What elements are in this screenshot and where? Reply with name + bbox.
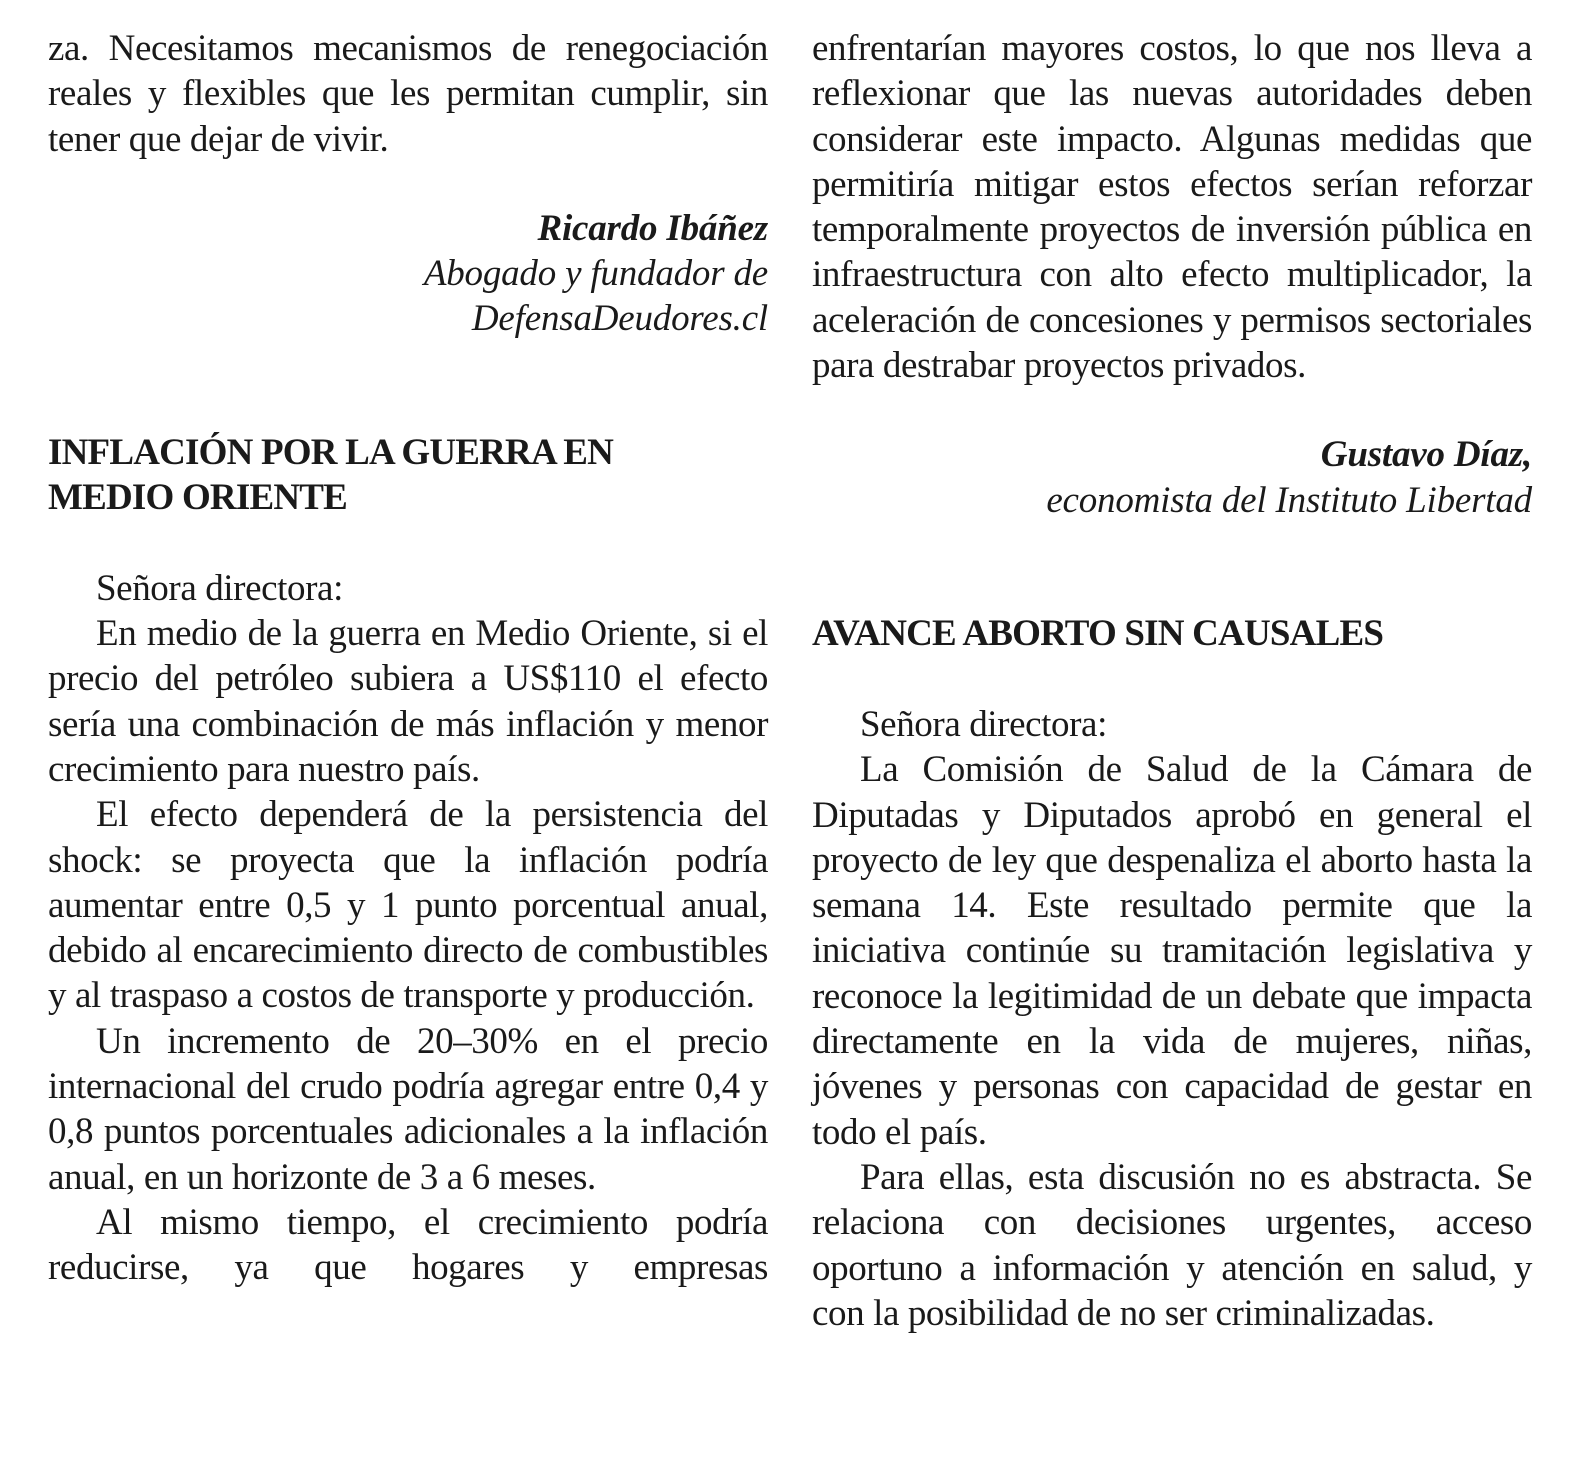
signature-role-line-1: Abogado y fundador de bbox=[423, 253, 768, 295]
headline-inflacion: INFLACIÓN POR LA GUERRA EN MEDIO ORIENTE bbox=[48, 431, 614, 518]
signature-role: economista del Instituto Libertad bbox=[1046, 479, 1532, 521]
signature-name: Ricardo Ibáñez bbox=[537, 207, 768, 249]
letter-paragraph: Un incremento de 20–30% en el precio internacional del crudo podría agregar entre 0,4 y 0,8 puntos porcentuales adicionales a la inflación anual, en un horizonte de 3 a 6 meses. bbox=[48, 1020, 768, 1198]
salutation: Señora directora: bbox=[96, 567, 343, 609]
signature-gustavo-diaz bbox=[812, 432, 1532, 523]
signature-role-line-2: DefensaDeudores.cl bbox=[471, 298, 768, 340]
letter-paragraph: Para ellas, esta discusión no es abstracta. Se relaciona con decisiones urgentes, acceso oportuno a información y atención en salud, y con la posibilidad de no ser criminalizadas. bbox=[812, 1156, 1532, 1334]
left-column bbox=[48, 26, 768, 1291]
signature-ricardo-ibanez bbox=[48, 206, 768, 342]
previous-letter-ending: za. Necesitamos mecanismos de renegociación reales y flexibles que les permitan cumplir, sin tener que dejar de vivir. bbox=[48, 28, 768, 160]
headline-aborto: AVANCE ABORTO SIN CAUSALES bbox=[812, 612, 1384, 654]
letter-continuation: enfrentarían mayores costos, lo que nos lleva a reflexionar que las nuevas autoridades deben considerar este impacto. Algunas medidas que permitiría mitigar estos efectos serían reforzar temporalmente proyectos de inversión pública en infraestructura con alto efecto multiplicador, la aceleración de concesiones y permisos sectoriales para destrabar proyectos privados. bbox=[812, 28, 1532, 387]
signature-name: Gustavo Díaz, bbox=[1320, 434, 1532, 476]
salutation: Señora directora: bbox=[860, 703, 1107, 745]
letter-paragraph: El efecto dependerá de la persistencia del shock: se proyecta que la inflación podría aumentar entre 0,5 y 1 punto porcentual anual, debido al encarecimiento directo de combustibles y al traspaso a costos de transporte y producción. bbox=[48, 794, 768, 1017]
letter-paragraph: En medio de la guerra en Medio Oriente, si el precio del petróleo subiera a US$110 el efecto sería una combinación de más inflación y menor crecimiento para nuestro país. bbox=[48, 613, 768, 790]
right-column bbox=[812, 26, 1532, 1336]
letter-paragraph: Al mismo tiempo, el crecimiento podría reducirse, ya que hogares y empresas bbox=[48, 1201, 768, 1289]
letter-paragraph: La Comisión de Salud de la Cámara de Diputadas y Diputados aprobó en general el proyecto de ley que despenaliza el aborto hasta la semana 14. Este resultado permite que la iniciativa continúe su tramitación legislativa y reconoce la legitimidad de un debate que impacta directamente en la vida de mujeres, niñas, jóvenes y personas con capacidad de gestar en todo el país. bbox=[812, 749, 1532, 1153]
